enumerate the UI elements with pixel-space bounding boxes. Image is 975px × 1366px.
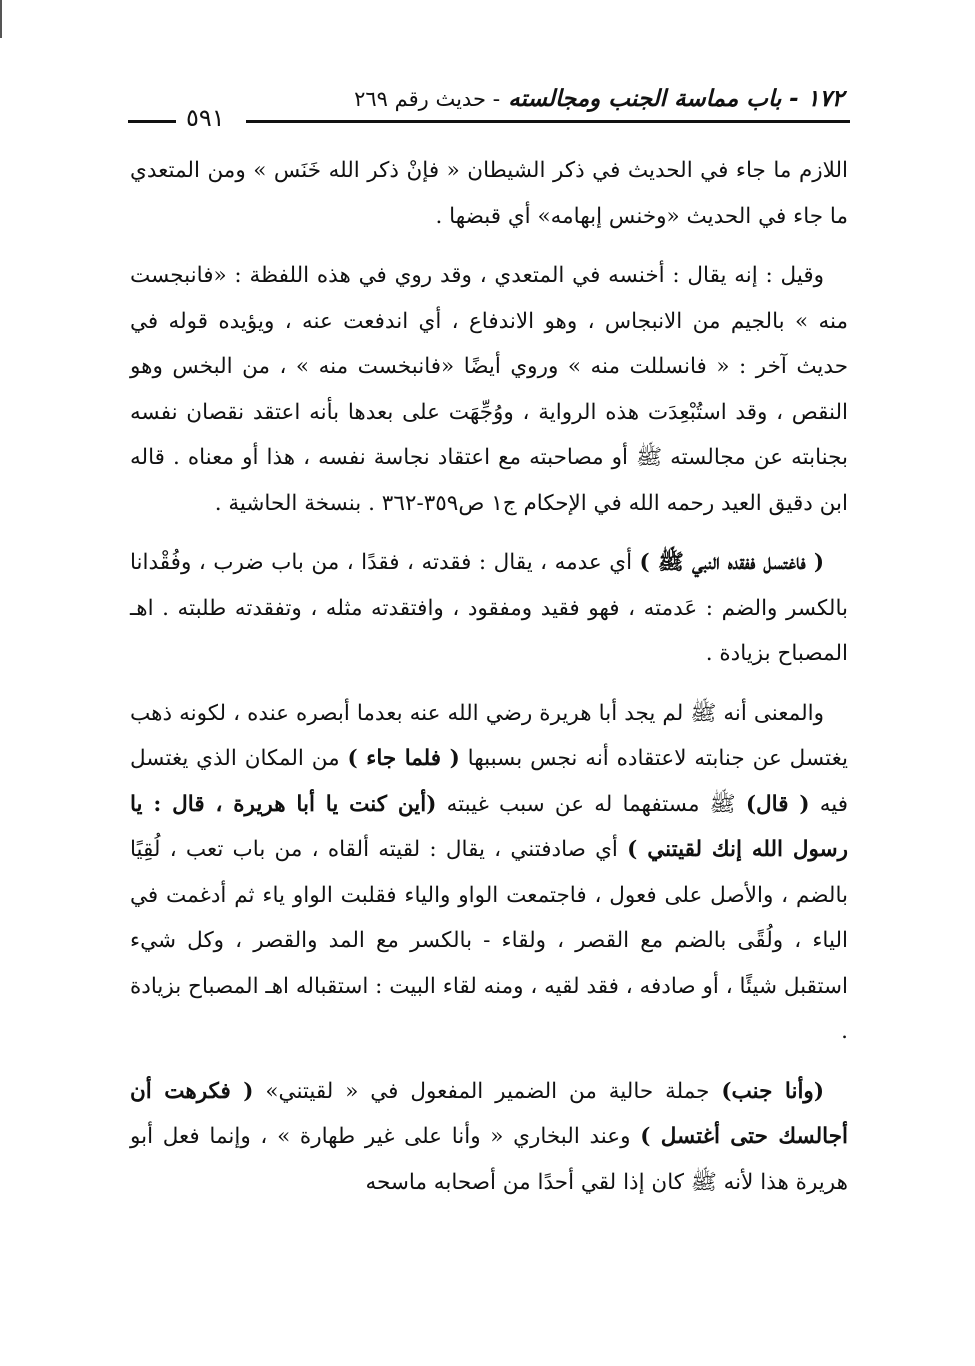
hadith-quote: ( قال) <box>745 791 810 817</box>
commentary-text: والمعنى أنه ﷺ لم يجد أبا هريرة رضي الله عنه بعدما أبصره عنده ، لكونه ذهب يغتسل عن جنابته لاعتقاده أنه نجس بسببها <box>130 700 848 771</box>
page-header <box>128 78 850 132</box>
commentary-text: جملة حالية من الضمير المفعول في « لقيتني» <box>253 1078 722 1104</box>
running-title <box>354 86 844 112</box>
commentary-text: أي عدمه ، يقال : فقدته ، فقدًا ، من باب ضرب ، وفُقْدانا بالكسر والضم : عَدمته ، فهو فقيد ومفقود ، وافتقدته مثله ، وتفقدته طلبته . اهـ المصباح بزيادة . <box>130 550 848 666</box>
hadith-quote: ( فلما جاء ) <box>347 746 460 771</box>
page-number: ٥٩١ <box>186 104 225 132</box>
commentary-text: وعند البخاري « وأنا على غير طهارة » ، وإنما فعل أبو هريرة هذا لأنه ﷺ كان إذا لقي أحدًا من أصحابه ماسحه <box>130 1124 848 1195</box>
paragraph <box>130 1069 848 1206</box>
hadith-quote: (أين كنت يا أبا هريرة ، قال : يا رسول الله إنك لقيتني ) <box>130 791 849 862</box>
header-dash-rule <box>128 120 176 123</box>
page-edge-mark <box>0 0 2 38</box>
hadith-quote: ( فكرهت أن أجالسك حتى أغتسل ) <box>130 1078 848 1149</box>
paragraph <box>130 148 848 239</box>
commentary-text: من المكان الذي يغتسل فيه <box>130 746 848 817</box>
commentary-text: ﷺ مستفهما له عن سبب غيبته <box>436 791 746 817</box>
commentary-text: أي صادفتني ، يقال : لقيته ألقاه ، من باب تعب ، لُقِيًا بالضم ، والأصل على فعول ، فاجتمعت الواو والياء فقلبت الواو ياء ثم أدغمت في الياء ، ولُقًى بالضم مع القصر ، ولقاء - بالكسر مع المد والقصر ، وكل شيء استقبل شيئًا ، أو صادفه ، فقد لقيه ، ومنه لقاء البيت : استقباله اهـ المصباح بزيادة . <box>130 837 848 1044</box>
page-body <box>130 148 848 1219</box>
header-rule <box>246 120 850 123</box>
paragraph <box>130 691 848 1055</box>
chapter-title: ١٧٢ - باب مماسة الجنب ومجالسته <box>508 86 844 112</box>
commentary-text: اللازم ما جاء في الحديث في ذكر الشيطان « فإنْ ذكر الله خَنَس » ومن المتعدي ما جاء في الحديث «وخنس إبهامه» أي قبضها . <box>130 158 848 229</box>
paragraph <box>130 253 848 526</box>
commentary-text: وقيل : إنه يقال : أخنسه في المتعدي ، وقد روي في هذه اللفظة : «فانبجست منه » بالجيم من الانبجاس ، وهو الاندفاع ، أي اندفعت عنه ، ويؤيده قوله في حديث آخر : « فانسللت منه » وروي أيضًا «فانبخست منه » ، من البخس وهو النقص ، وقد استُبْعِدَت هذه الرواية ، ووُجِّهَت على بعدها بأنه اعتقد نقصان نفسه بجنابته عن مجالسته ﷺ أو مصاحبته مع اعتقاد نجاسة نفسه ، هذا أو معناه . قاله ابن دقيق العيد رحمه الله في الإحكام ج١ ص٣٥٩-٣٦٢ . بنسخة الحاشية . <box>130 263 848 516</box>
hadith-number: - حديث رقم ٢٦٩ <box>354 87 501 111</box>
hadith-quote: ( فاغتسل ففقده النبي ﷺ ) <box>639 550 825 575</box>
hadith-quote: (وأنا جنب) <box>721 1078 824 1104</box>
paragraph <box>130 540 848 677</box>
